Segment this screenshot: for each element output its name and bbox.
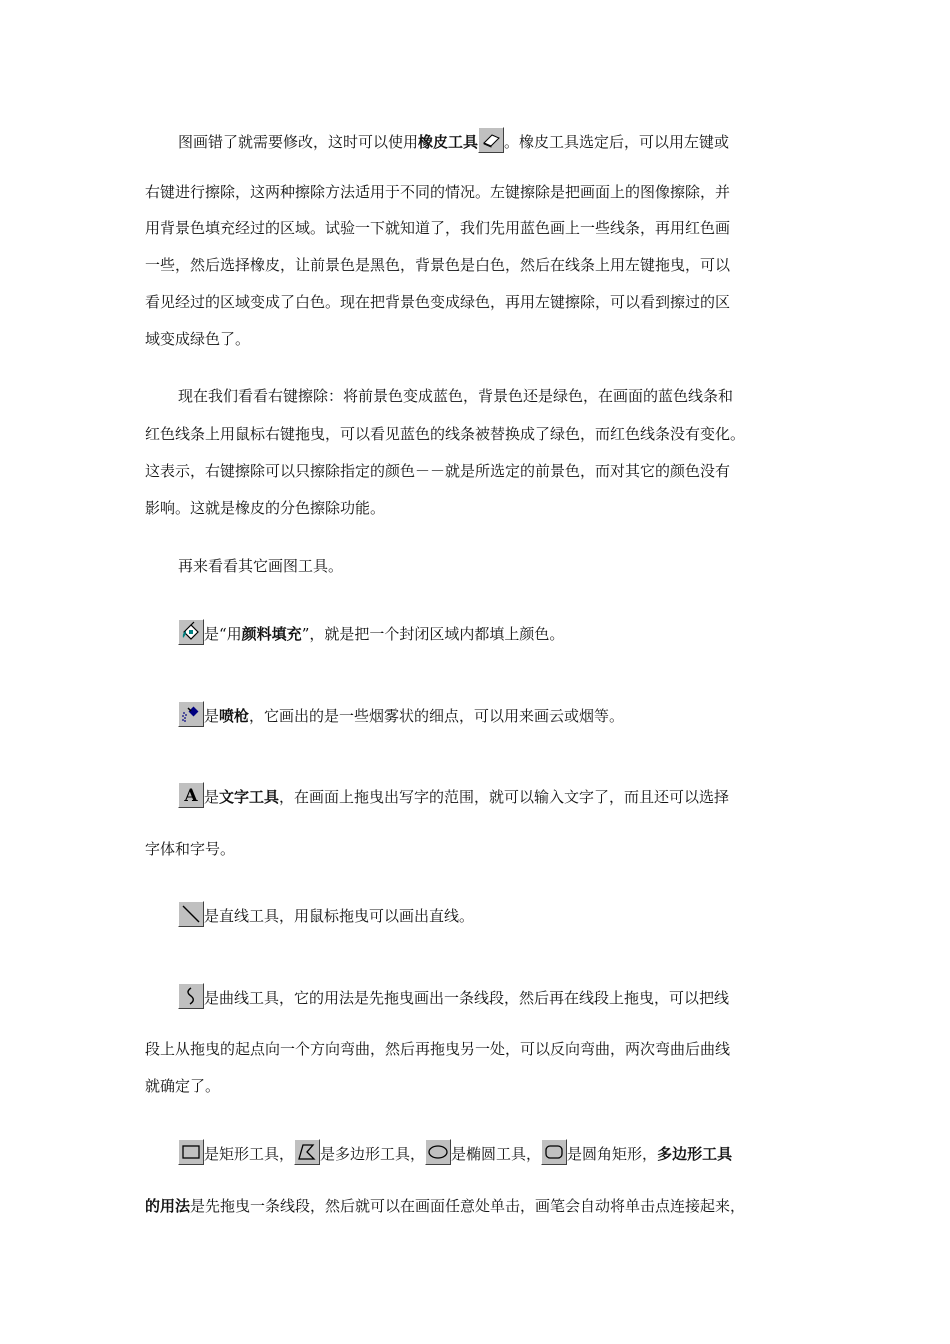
- paragraph-line: 域变成绿色了。: [145, 330, 251, 348]
- curve-tool-icon: [178, 983, 204, 1009]
- paragraph-line: 看见经过的区域变成了白色。现在把背景色变成绿色，再用左键擦除，可以看到擦过的区: [145, 293, 731, 311]
- rounded-rectangle-tool-icon: [541, 1139, 567, 1165]
- polygon-tool-icon: [294, 1139, 320, 1165]
- bold-term-polygon-tool: 多边形工具: [657, 1145, 733, 1163]
- text-tool-icon: [178, 782, 204, 808]
- text: 图画错了就需要修改，这时可以使用: [178, 133, 419, 151]
- paragraph-line: 现在我们看看右键擦除：将前景色变成蓝色，背景色还是绿色，在画面的蓝色线条和: [178, 387, 734, 405]
- paragraph-line: 用背景色填充经过的区域。试验一下就知道了，我们先用蓝色画上一些线条，再用红色画: [145, 219, 731, 237]
- airbrush-tool-line: [178, 701, 624, 727]
- rectangle-tool-icon: [178, 1139, 204, 1165]
- paragraph-line: 就确定了。: [145, 1077, 221, 1095]
- paragraph-line: 字体和字号。: [145, 840, 236, 858]
- ellipse-tool-icon: [425, 1139, 451, 1165]
- text: 是多边形工具，: [320, 1145, 426, 1163]
- paint-bucket-icon: [178, 619, 204, 645]
- text: 是圆角矩形，: [567, 1145, 658, 1163]
- bold-term-text-tool: 文字工具: [219, 788, 280, 806]
- airbrush-icon: [178, 701, 204, 727]
- text: 是: [204, 788, 220, 806]
- text: 是先拖曳一条线段，然后就可以在画面任意处单击，画笔会自动将单击点连接起来，: [190, 1197, 746, 1215]
- text-tool-line: [178, 782, 729, 808]
- text: 是矩形工具，: [204, 1145, 295, 1163]
- paragraph-line: 红色线条上用鼠标右键拖曳，可以看见蓝色的线条被替换成了绿色，而红色线条没有变化。: [145, 425, 746, 443]
- text: 。橡皮工具选定后，可以用左键或: [504, 133, 730, 151]
- line-tool-line: [178, 901, 474, 927]
- paragraph-line: 右键进行擦除，这两种擦除方法适用于不同的情况。左键擦除是把画面上的图像擦除，并: [145, 183, 731, 201]
- text-tool-glyph: A: [184, 786, 198, 806]
- polygon-usage-line: [145, 1195, 745, 1217]
- line-tool-icon: [178, 901, 204, 927]
- paragraph-line: 再来看看其它画图工具。: [178, 557, 344, 575]
- text: 是“用: [204, 625, 242, 643]
- text: ”，就是把一个封闭区域内都填上颜色。: [301, 625, 565, 643]
- text: 是椭圆工具，: [451, 1145, 542, 1163]
- bold-term-airbrush: 喷枪: [219, 707, 250, 725]
- shape-tools-line: [178, 1139, 732, 1165]
- eraser-icon: [478, 127, 504, 153]
- fill-tool-line: [178, 619, 564, 645]
- paragraph-line: 影响。这就是橡皮的分色擦除功能。: [145, 499, 386, 517]
- text: 是曲线工具，它的用法是先拖曳画出一条线段，然后再在线段上拖曳，可以把线: [204, 989, 730, 1007]
- text: 是直线工具，用鼠标拖曳可以画出直线。: [204, 907, 475, 925]
- bold-term-fill: 颜料填充: [241, 625, 302, 643]
- text: 是: [204, 707, 220, 725]
- paragraph-eraser-line-1: [178, 127, 729, 153]
- text: ，在画面上拖曳出写字的范围，就可以输入文字了，而且还可以选择: [279, 788, 730, 806]
- paragraph-line: 一些，然后选择橡皮，让前景色是黑色，背景色是白色，然后在线条上用左键拖曳，可以: [145, 256, 731, 274]
- paragraph-line: 段上从拖曳的起点向一个方向弯曲，然后再拖曳另一处，可以反向弯曲，两次弯曲后曲线: [145, 1040, 731, 1058]
- paragraph-line: 这表示，右键擦除可以只擦除指定的颜色－－就是所选定的前景色，而对其它的颜色没有: [145, 462, 731, 480]
- bold-term-usage: 的用法: [145, 1197, 191, 1215]
- bold-term-eraser-tool: 橡皮工具: [418, 133, 479, 151]
- text: ，它画出的是一些烟雾状的细点，可以用来画云或烟等。: [249, 707, 625, 725]
- curve-tool-line: [178, 983, 729, 1009]
